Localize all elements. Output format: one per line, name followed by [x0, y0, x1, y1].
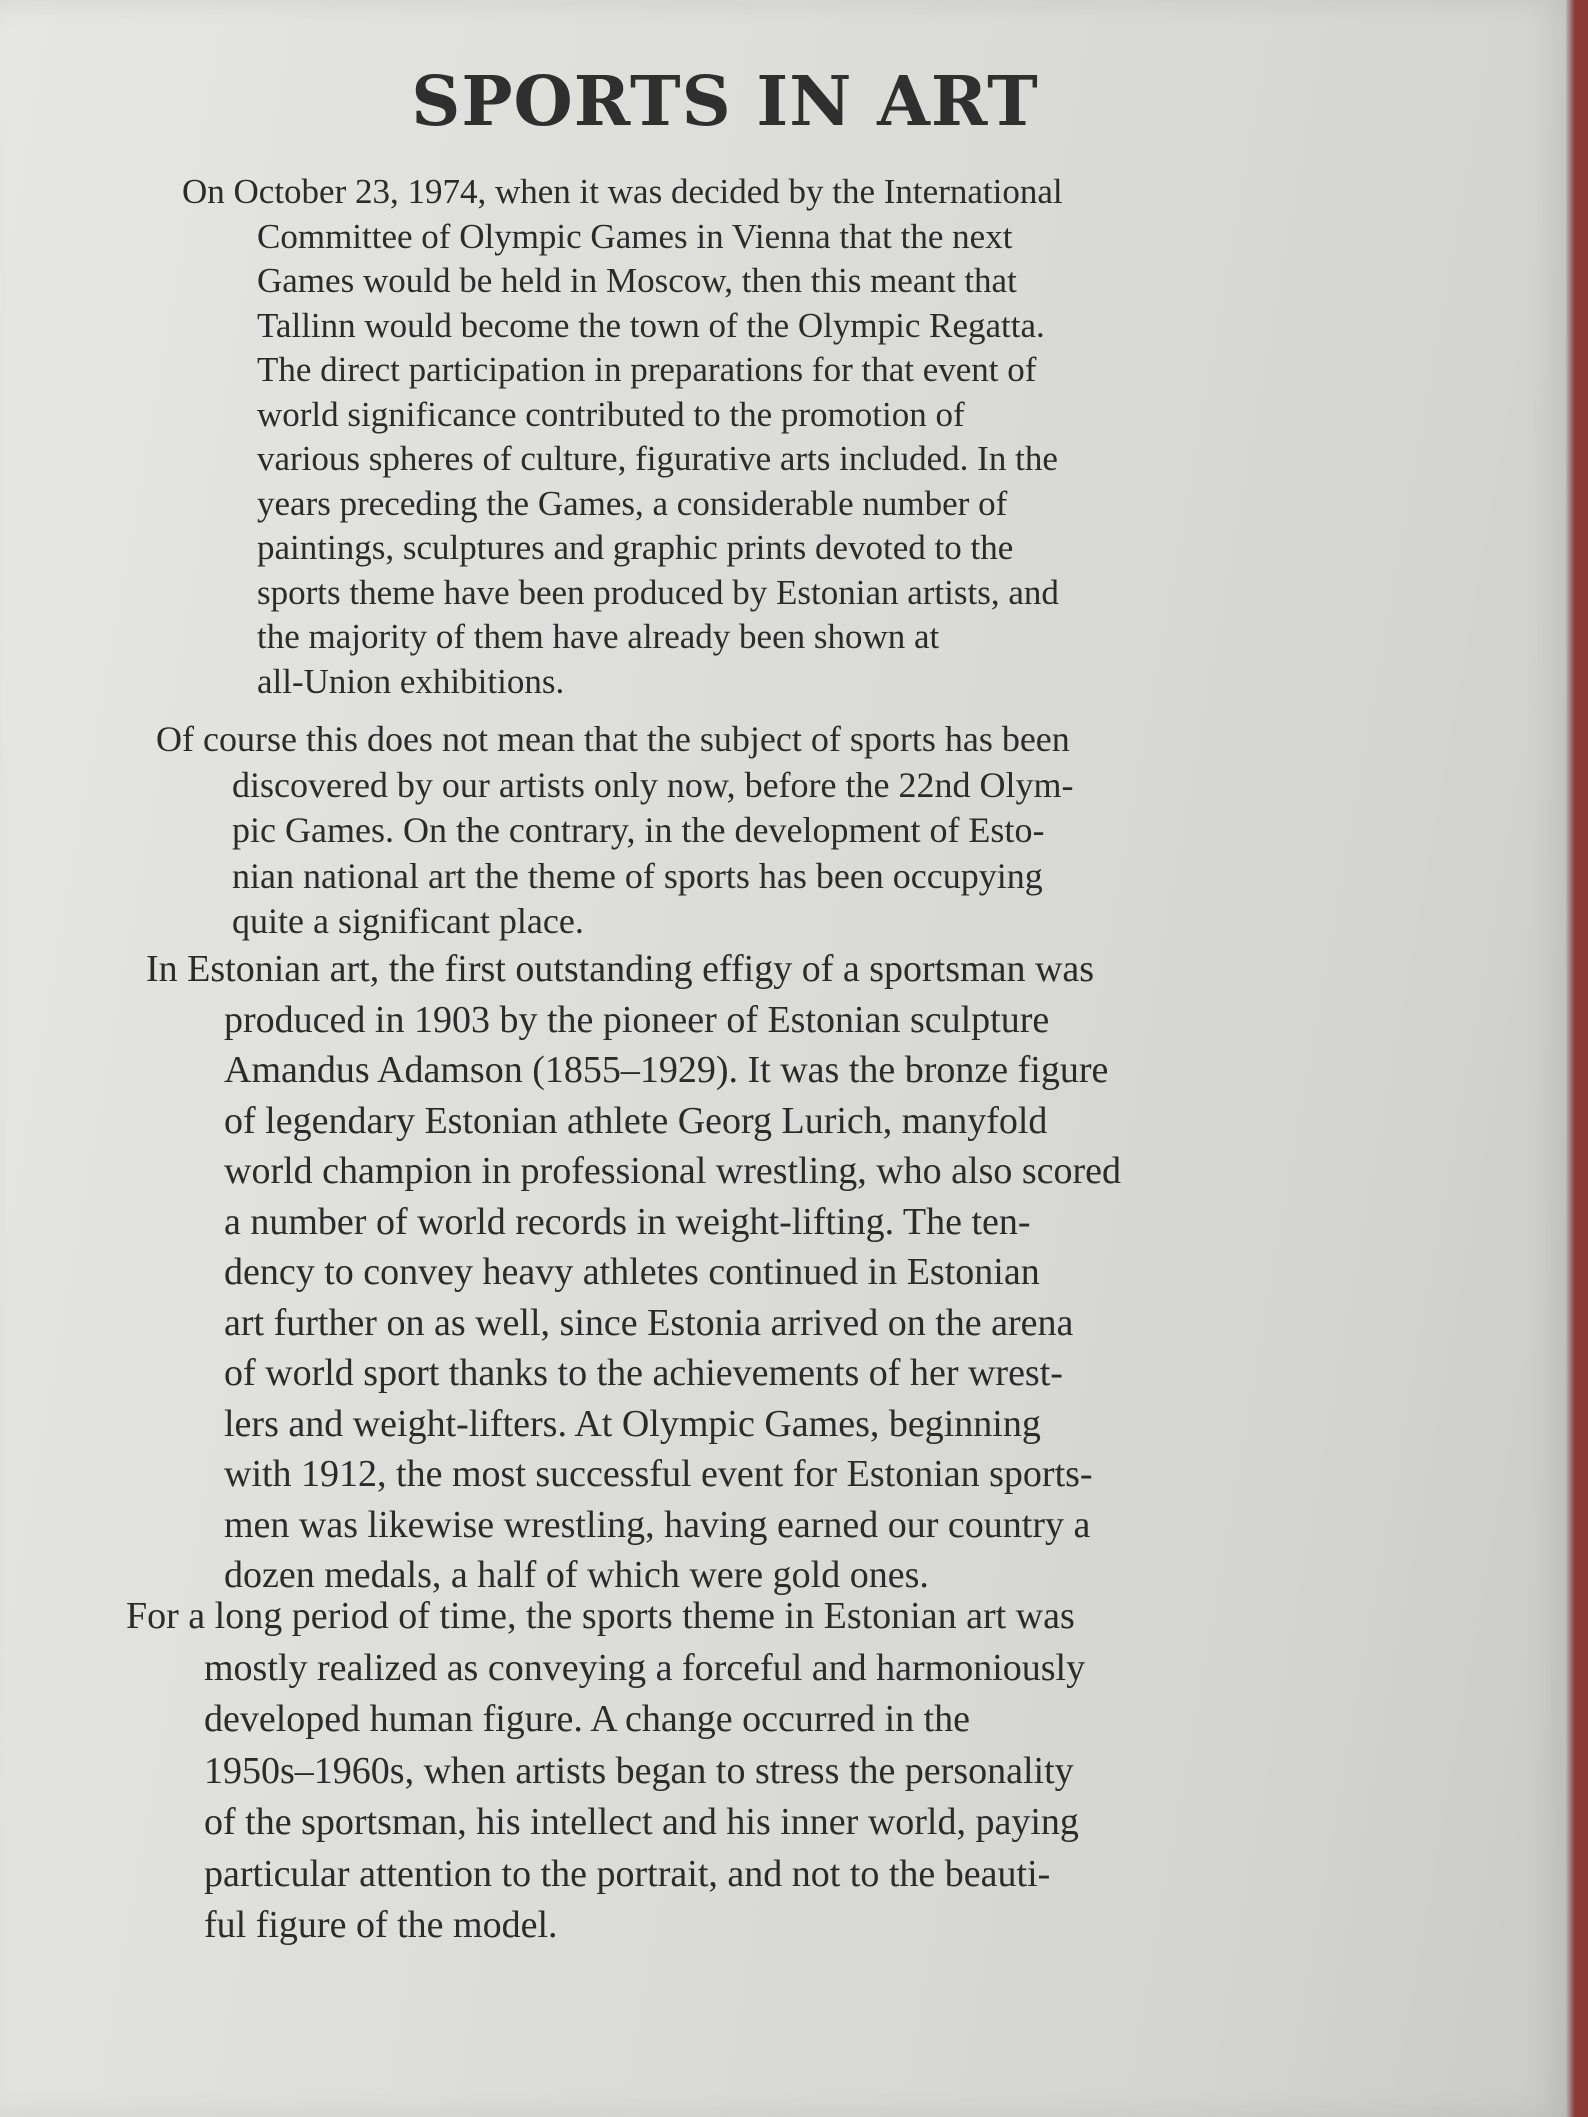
paragraph-4 — [126, 1591, 1085, 1952]
text-line: a number of world records in weight-lifting. The ten- — [224, 1200, 1031, 1243]
text-line: discovered by our artists only now, before the 22nd Olym- — [232, 764, 1074, 805]
text-line: Amandus Adamson (1855–1929). It was the bronze figure — [224, 1049, 1109, 1091]
text-line: years preceding the Games, a considerable number of — [257, 483, 1008, 523]
text-line: produced in 1903 by the pioneer of Estonian sculpture — [224, 998, 1050, 1041]
text-line: all-Union exhibitions. — [257, 661, 565, 701]
paragraph-3 — [146, 944, 1121, 1601]
text-line: with 1912, the most successful event for Estonian sports- — [224, 1453, 1093, 1495]
text-line: the majority of them have already been shown at — [257, 617, 940, 656]
text-line: quite a significant place. — [232, 901, 584, 941]
paragraph-2 — [156, 717, 1073, 945]
text-line: art further on as well, since Estonia arrived on the arena — [224, 1301, 1074, 1344]
text-line: Of course this does not mean that the subject of sports has been — [156, 719, 1070, 759]
paragraph-1 — [182, 170, 1063, 704]
text-line: various spheres of culture, figurative arts included. In the — [257, 439, 1058, 478]
page-title: SPORTS IN ART — [411, 62, 1039, 142]
text-line: of the sportsman, his intellect and his inner world, paying — [204, 1801, 1079, 1843]
text-line: men was likewise wrestling, having earned our country a — [224, 1503, 1091, 1546]
book-cover-edge — [1566, 0, 1588, 2117]
text-line: For a long period of time, the sports theme in Estonian art was — [126, 1595, 1075, 1637]
text-line: Games would be held in Moscow, then this meant that — [257, 261, 1017, 300]
text-line: The direct participation in preparations for that event of — [257, 350, 1037, 389]
text-line: lers and weight-lifters. At Olympic Games, beginning — [224, 1402, 1041, 1445]
text-line: of world sport thanks to the achievements of her wrest- — [224, 1352, 1063, 1394]
text-line: nian national art the theme of sports has been occupying — [232, 855, 1043, 896]
text-line: particular attention to the portrait, and not to the beauti- — [204, 1852, 1051, 1895]
text-line: Tallinn would become the town of the Olympic Regatta. — [257, 305, 1045, 345]
text-line: Committee of Olympic Games in Vienna that the next — [257, 216, 1013, 256]
text-line: On October 23, 1974, when it was decided by the International — [182, 172, 1063, 211]
text-line: paintings, sculptures and graphic prints devoted to the — [257, 528, 1014, 567]
text-line: developed human figure. A change occurred in the — [204, 1698, 971, 1740]
text-line: pic Games. On the contrary, in the development of Esto- — [232, 810, 1045, 850]
text-line: world champion in professional wrestling, who also scored — [224, 1150, 1122, 1192]
text-line: In Estonian art, the first outstanding effigy of a sportsman was — [146, 948, 1095, 990]
text-line: world significance contributed to the promotion of — [257, 394, 965, 434]
text-line: ful figure of the model. — [204, 1904, 558, 1946]
text-line: dency to convey heavy athletes continued in Estonian — [224, 1251, 1040, 1293]
text-line: mostly realized as conveying a forceful and harmoniously — [204, 1646, 1086, 1689]
text-line: of legendary Estonian athlete Georg Lurich, manyfold — [224, 1099, 1048, 1142]
text-line: 1950s–1960s, when artists began to stress the personality — [204, 1749, 1074, 1792]
text-line: sports theme have been produced by Estonian artists, and — [257, 572, 1059, 612]
text-line: dozen medals, a half of which were gold ones. — [224, 1554, 929, 1596]
